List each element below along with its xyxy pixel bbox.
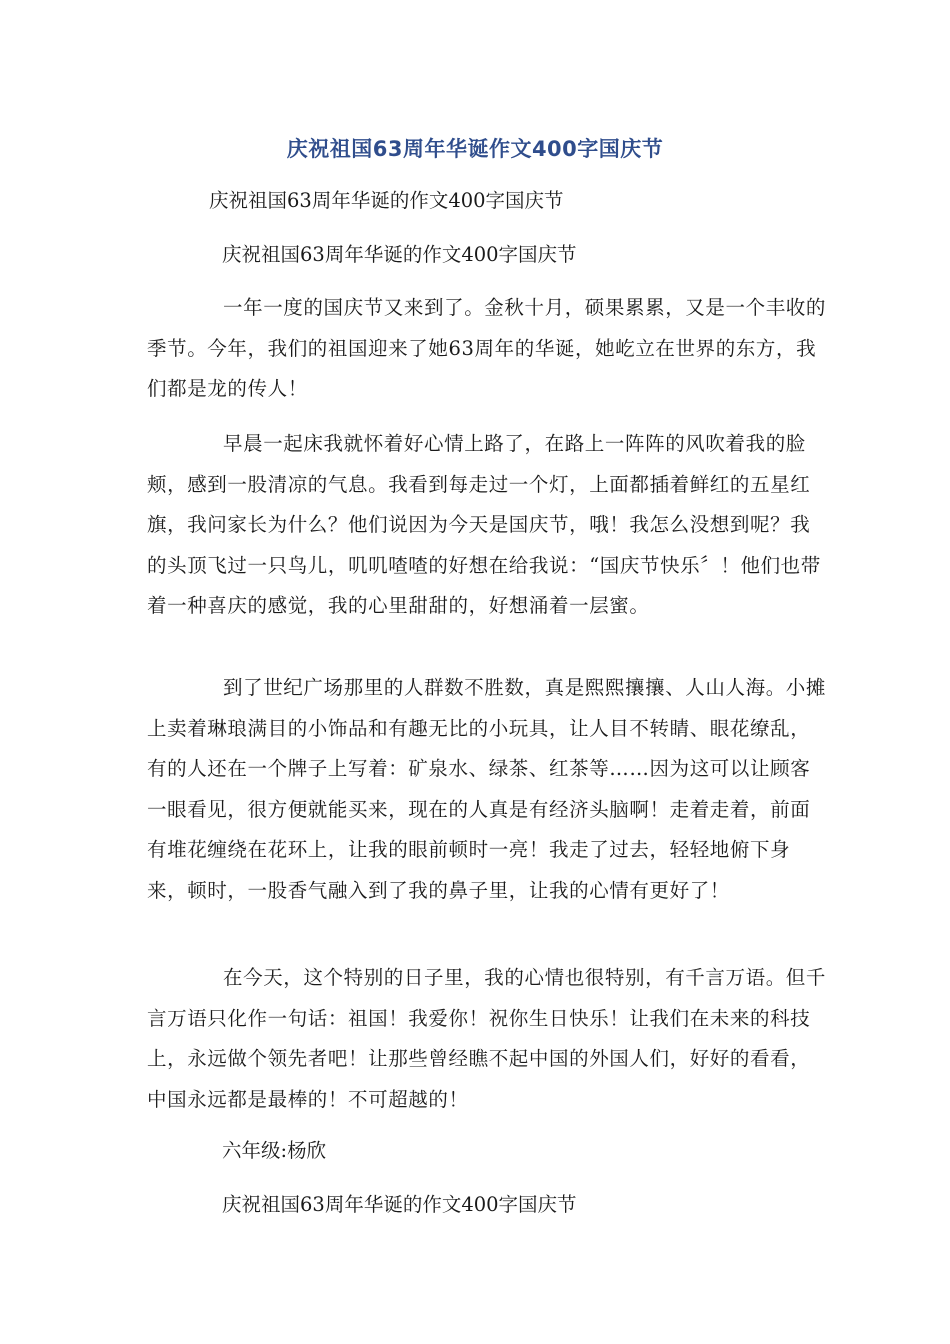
subtitle-line-1: 庆祝祖国63周年华诞的作文400字国庆节 — [209, 189, 564, 212]
subtitle-line-2: 庆祝祖国63周年华诞的作文400字国庆节 — [222, 243, 577, 266]
paragraph-3: 到了世纪广场那里的人群数不胜数，真是熙熙攘攘、人山人海。小摊上卖着琳琅满目的小饰品和有趣无比的小玩具，让人目不转睛、眼花缭乱，有的人还在一个牌子上写着：矿泉水、绿茶、红茶等……因为这可以让顾客一眼看见，很方便就能买来，现在的人真是有经济头脑啊！走着走着，前面有堆花缠绕在花环上，让我的眼前顿时一亮！我走了过去，轻轻地俯下身来，顿时，一股香气融入到了我的鼻子里，让我的心情有更好了！ — [147, 676, 827, 902]
document-title: 庆祝祖国63周年华诞作文400字国庆节 — [286, 137, 664, 161]
paragraph-4: 在今天，这个特别的日子里，我的心情也很特别，有千言万语。但千言万语只化作一句话：祖国！我爱你！祝你生日快乐！让我们在未来的科技上，永远做个领先者吧！让那些曾经瞧不起中国的外国人们，好好的看看，中国永远都是最棒的！不可超越的！ — [147, 966, 827, 1111]
paragraph-2: 早晨一起床我就怀着好心情上路了，在路上一阵阵的风吹着我的脸颊，感到一股清凉的气息。我看到每走过一个灯，上面都插着鲜红的五星红旗，我问家长为什么？他们说因为今天是国庆节，哦！我怎么没想到呢？我的头顶飞过一只鸟儿，叽叽喳喳的好想在给我说：“国庆节快乐〞！他们也带着一种喜庆的感觉，我的心里甜甜的，好想涌着一层蜜。 — [147, 432, 821, 617]
footer-title-line: 庆祝祖国63周年华诞的作文400字国庆节 — [222, 1193, 577, 1216]
paragraph-1: 一年一度的国庆节又来到了。金秋十月，硕果累累，又是一个丰收的季节。今年，我们的祖国迎来了她63周年的华诞，她屹立在世界的东方，我们都是龙的传人！ — [147, 296, 827, 400]
author-line: 六年级:杨欣 — [222, 1139, 327, 1162]
